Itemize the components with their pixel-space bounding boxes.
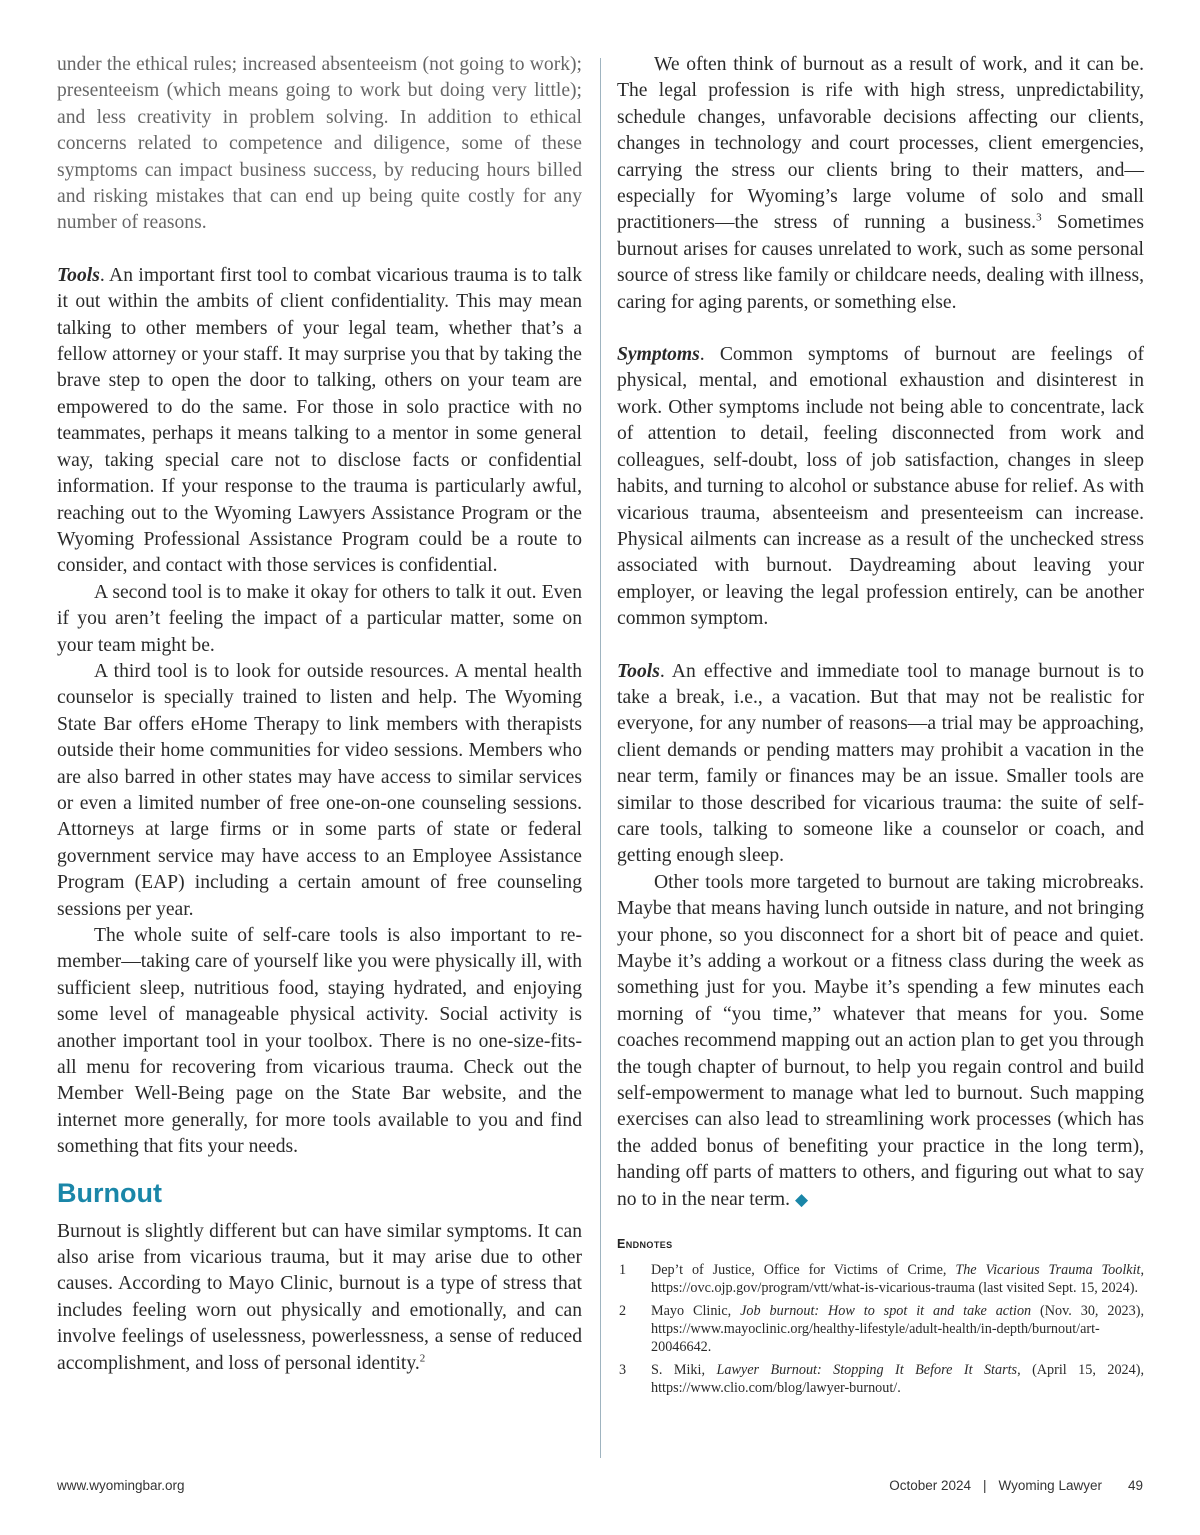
symptoms-paragraph: Symptoms. Common symptoms of burnout are feelings of physical, mental, and emotional exhaustion and disinterest in work. Other symptoms include not being able to concentrate, lack of attention to detail, feeling disconnected from work and colleagues, self-doubt, loss of job satisfaction, changes in sleep habits, and turning to alcohol or substance abuse for relief. As with vicarious trauma, absenteeism and presenteeism can increase. Physical ailments can increase as a result of the unchecked stress associated with burnout. Daydreaming about leaving your employer, or leaving the legal profession entirely, can be another common symptom. (617, 344, 1144, 630)
endnotes-heading: Endnotes (617, 1237, 673, 1252)
burnout-tools-paragraph-2: Other tools more targeted to burnout are taking microbreaks. Maybe that means having lunch outside in nature, and not bringing your phone, so you disconnect for a short bit of peace and quiet. Maybe it’s adding a workout or a fitness class during the week as something just for you. Maybe it’s spending a few minutes each morning of “you time,” whatever that means for you. Some coaches recommend mapping out an action plan to get you through the tough chapter of burnout, to help you regain control and build self-empowerment to manage what led to burnout. Such mapping exercises can also lead to streamlining work processes (which has the added bonus of benefiting your practice in the long term), handing off parts of matters to others, and figuring out what to say no to in the near term. ◆ (617, 871, 1144, 1210)
endnote-item (617, 1361, 1144, 1397)
vicarious-tools-paragraph-2: A second tool is to make it okay for others to talk it out. Even if you aren’t feeling the impact of a particular matter, some on your team might be. (57, 581, 582, 656)
endnote-number: 2 (619, 1303, 627, 1320)
footer-website[interactable]: www.wyomingbar.org (57, 1478, 185, 1493)
vicarious-tools-paragraph-3: A third tool is to look for outside resources. A mental health counselor is specially trained to listen and help. The Wyoming State Bar offers eHome Therapy to link members with therapists outside their home communities for video sessions. Members who are also barred in other states may have access to similar services or even a limited number of free one-on-one counseling sessions. Attorneys at large firms or in some parts of state or federal government service may have access to an Employee Assistance Program (EAP) including a certain amount of free counseling sessions per year. (57, 660, 582, 920)
endnote-text: Dep’t of Justice, Office for Victims of Crime, The Vicarious Trauma Toolkit, https://ovc.ojp.gov/program/vtt/what-is-vicarious-trauma (last visited Sept. 15, 2024). (651, 1262, 1145, 1297)
endnote-item (617, 1302, 1144, 1356)
endnote-title: The Vicarious Trauma Toolkit (955, 1262, 1141, 1279)
footer-separator: | (983, 1478, 987, 1493)
column-divider (600, 58, 601, 1458)
endnote-text: Mayo Clinic, Job burnout: How to spot it and take action (Nov. 30, 2023), https://www.mayoclinic.org/healthy-lifestyle/adult-health/in-depth/burnout/art-20046642. (651, 1303, 1144, 1356)
burnout-section-heading: Burnout (57, 1177, 162, 1208)
endnote-number: 3 (619, 1362, 627, 1379)
burnout-paragraph-1: Burnout is slightly different but can have similar symptoms. It can also arise from vicarious trauma, but it may arise due to other causes. According to Mayo Clinic, burnout is a type of stress that includes feeling worn out physically and emotionally, and can involve feelings of uselessness, powerlessness, a sense of reduced accomplishment, and loss of personal identity.$^2$ (57, 1220, 582, 1374)
endnote-title: Job burnout: How to spot it and take action (740, 1303, 1032, 1320)
end-mark-diamond-icon: ◆ (794, 1189, 809, 1209)
burnout-causes-paragraph: We often think of burnout as a result of work, and it can be. The legal profession is rife with high stress, unpredictability, schedule changes, unfavorable decisions affecting our clients, changes in technology and court processes, client emergencies, carrying the stress our clients bring to their matters, and—especially for Wyoming’s large volume of solo and small practitioners—the stress of running a business.$^3$ Sometimes burnout arises for causes unrelated to work, such as some personal source of stress like family or childcare needs, dealing with illness, caring for aging parents, or something else. (617, 54, 1144, 313)
endnote-title: Lawyer Burnout: Stopping It Before It Starts (716, 1362, 1018, 1379)
tools-run-in-heading: Tools (617, 660, 660, 682)
footer-page-number: 49 (1127, 1478, 1143, 1493)
endnotes-list (617, 1261, 1144, 1397)
vicarious-tools-paragraph-1: Tools. An important first tool to combat vicarious trauma is to talk it out within the ambits of client confidentiality. This may mean talking to other members of your legal team, whether that’s a fellow attorney or your staff. It may surprise you that by taking the brave step to open the door to talking, others on your team are empowered to do the same. For those in solo practice with no teammates, perhaps it means talking to a mentor in some general way, taking special care not to disclose facts or confidential information. If your response to the trauma is particularly awful, reaching out to the Wyoming Lawyers Assistance Program or the Wyoming Professional Assistance Program could be a route to consider, and contact with those services is confidential. (57, 264, 582, 577)
right-column (617, 52, 1144, 1402)
tools-run-in-heading: Tools (57, 264, 100, 286)
footer-issue-info (889, 1478, 1143, 1493)
endnote-number: 1 (619, 1262, 627, 1279)
footer-publication: Wyoming Lawyer (998, 1478, 1102, 1493)
endnote-text: S. Miki, Lawyer Burnout: Stopping It Before It Starts, (April 15, 2024), https://www.clio.com/blog/lawyer-burnout/. (651, 1362, 1144, 1397)
footer-issue-date: October 2024 (889, 1478, 972, 1493)
symptoms-run-in-heading: Symptoms (617, 344, 700, 366)
intro-continuation: under the ethical rules; increased absenteeism (not going to work); presenteeism (which means going to work but doing very little); and less creativity in problem solving. In addition to ethical concerns related to competence and diligence, some of these symptoms can impact business success, by reducing hours billed and risking mistakes that can end up being quite costly for any number of reasons. (57, 54, 582, 234)
footnote-ref-3: 3 (1036, 211, 1042, 224)
footnote-ref-2: 2 (419, 1352, 426, 1365)
left-column (57, 52, 582, 1377)
endnote-item (617, 1261, 1144, 1297)
vicarious-tools-paragraph-4: The whole suite of self-care tools is also important to remember—taking care of yourself like you were physically ill, with sufficient sleep, nutritious food, staying hydrated, and enjoying some level of manageable physical activity. Social activity is another important tool in your toolbox. There is no one-size-fits-all menu for recovering from vicarious trauma. Check out the Member Well-Being page on the State Bar website, and the internet more generally, for more tools available to you and find something that fits your needs. (57, 925, 582, 1158)
burnout-tools-paragraph-1: Tools. An effective and immediate tool to manage burnout is to take a break, i.e., a vacation. But that may not be realistic for everyone, for any number of reasons—a trial may be approaching, client demands or pending matters may prohibit a vacation in the near term, family or finances may be an issue. Smaller tools are similar to those described for vicarious trauma: the suite of self-care tools, talking to someone like a counselor or coach, and getting enough sleep. (617, 660, 1144, 867)
